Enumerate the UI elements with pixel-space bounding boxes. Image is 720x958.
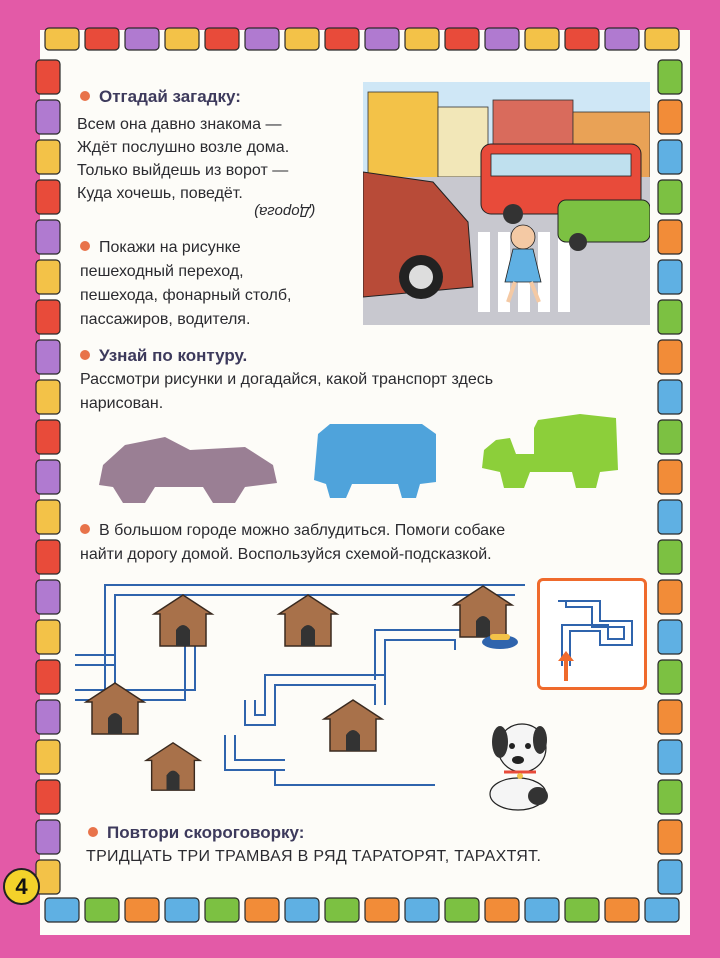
border-bead [485, 898, 519, 922]
contour-line: нарисован. [80, 395, 164, 412]
contour-heading: Узнай по контуру. [80, 346, 247, 366]
border-bead [525, 898, 559, 922]
bullet-icon [80, 350, 90, 360]
maze-task [80, 519, 505, 567]
border-bead [45, 898, 79, 922]
border-bead [45, 28, 79, 50]
riddle-line: Ждёт послушно возле дома. [77, 139, 290, 156]
border-bead [658, 540, 682, 574]
scene-task-line: Покажи на рисунке [80, 236, 292, 260]
border-bead [165, 898, 199, 922]
border-bead [605, 28, 639, 50]
doghouse-3 [82, 680, 148, 736]
tongue-twister-heading: Повтори скороговорку: [88, 823, 304, 843]
riddle-line: Куда хочешь, поведёт. [77, 185, 243, 202]
border-bead [405, 898, 439, 922]
contour-text [80, 368, 493, 416]
border-bead [658, 420, 682, 454]
border-bead [658, 300, 682, 334]
bus-silhouette [312, 420, 437, 498]
border-bead [85, 898, 119, 922]
border-bead [658, 260, 682, 294]
border-bead [85, 28, 119, 50]
contour-line: Рассмотри рисунки и догадайся, какой транспорт здесь [80, 371, 494, 388]
riddle-text [77, 113, 289, 205]
puppy-illustration [478, 712, 556, 812]
border-bead [205, 898, 239, 922]
border-bead [325, 28, 359, 50]
border-bead [125, 28, 159, 50]
border-bead [36, 140, 60, 174]
dog-bowl-icon [480, 630, 520, 652]
border-bead [658, 820, 682, 854]
border-bead [36, 180, 60, 214]
border-bead [658, 580, 682, 614]
border-bead [658, 140, 682, 174]
border-bead [658, 340, 682, 374]
border-bead [658, 620, 682, 654]
scene-task-line: пешехода, фонарный столб, [80, 287, 292, 304]
border-bead [658, 460, 682, 494]
border-bead [485, 28, 519, 50]
border-bead [365, 898, 399, 922]
border-bead [36, 340, 60, 374]
bullet-icon [80, 524, 90, 534]
border-bead [645, 28, 679, 50]
border-bead [36, 220, 60, 254]
route-hint-scheme [540, 581, 644, 687]
border-bead [36, 100, 60, 134]
border-bead [36, 740, 60, 774]
border-bead [36, 60, 60, 94]
page-number: 4 [3, 868, 40, 905]
border-bead [36, 260, 60, 294]
border-bead [405, 28, 439, 50]
border-bead [658, 700, 682, 734]
border-bead [658, 740, 682, 774]
border-bead [565, 898, 599, 922]
border-bead [36, 700, 60, 734]
border-bead [285, 898, 319, 922]
tanker-truck-silhouette [480, 410, 620, 492]
border-bead [325, 898, 359, 922]
riddle-line: Только выйдешь из ворот — [77, 162, 289, 179]
border-bead [36, 500, 60, 534]
maze-task-line: В большом городе можно заблудиться. Помоги собаке [80, 519, 505, 543]
border-bead [658, 780, 682, 814]
tongue-twister-text: ТРИДЦАТЬ ТРИ ТРАМВАЯ В РЯД ТАРАТОРЯТ, ТАРАХТЯТ. [86, 848, 542, 865]
border-bead [658, 660, 682, 694]
doghouse-5 [140, 740, 206, 792]
arrow-up-icon [558, 651, 574, 661]
border-bead [605, 898, 639, 922]
border-bead [36, 420, 60, 454]
riddle-heading: Отгадай загадку: [80, 87, 241, 107]
scene-task [80, 236, 292, 332]
riddle-line: Всем она давно знакома — [77, 116, 282, 133]
border-bead [205, 28, 239, 50]
maze-task-line: найти дорогу домой. Воспользуйся схемой-подсказкой. [80, 546, 492, 563]
border-bead [445, 28, 479, 50]
scene-task-line: пассажиров, водителя. [80, 311, 251, 328]
border-bead [245, 898, 279, 922]
border-bead [36, 540, 60, 574]
border-bead [658, 860, 682, 894]
border-bead [658, 100, 682, 134]
border-bead [165, 28, 199, 50]
border-bead [36, 460, 60, 494]
border-bead [285, 28, 319, 50]
border-bead [645, 898, 679, 922]
border-bead [125, 898, 159, 922]
riddle-answer: (Дорога) [254, 203, 316, 220]
border-bead [245, 28, 279, 50]
border-bead [445, 898, 479, 922]
border-bead [658, 60, 682, 94]
route-hint-box [537, 578, 647, 690]
bullet-icon [80, 241, 90, 251]
border-bead [36, 580, 60, 614]
bullet-icon [80, 91, 90, 101]
border-bead [658, 180, 682, 214]
car-silhouette [95, 425, 280, 505]
border-bead [36, 660, 60, 694]
border-bead [658, 380, 682, 414]
border-bead [365, 28, 399, 50]
doghouse-2 [275, 592, 341, 648]
border-bead [36, 820, 60, 854]
doghouse-1 [150, 592, 216, 648]
border-bead [36, 620, 60, 654]
doghouse-4 [320, 697, 386, 753]
border-bead [658, 500, 682, 534]
street-scene-illustration [363, 82, 650, 325]
border-bead [36, 780, 60, 814]
border-bead [525, 28, 559, 50]
scene-task-line: пешеходный переход, [80, 263, 244, 280]
border-bead [36, 380, 60, 414]
border-bead [658, 220, 682, 254]
bullet-icon [88, 827, 98, 837]
border-bead [36, 300, 60, 334]
border-bead [565, 28, 599, 50]
